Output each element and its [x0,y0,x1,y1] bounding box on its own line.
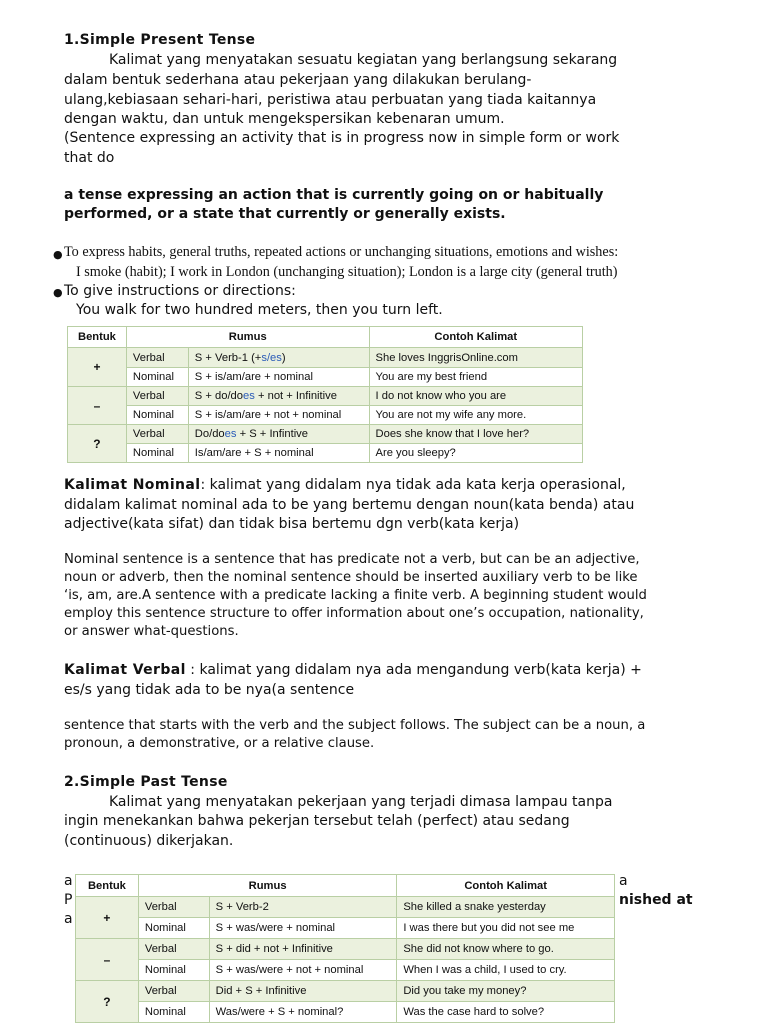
table-row [68,387,583,406]
paragraph-line: or answer what-questions. [64,624,239,639]
paragraph-line: sentence that starts with the verb and the subject follows. The subject can be a noun, a [64,718,646,733]
formula-cell: S + Verb-2 [209,897,397,918]
paragraph-line: es/s yang tidak ada to be nya(a sentence [64,682,355,698]
occluded-text: P [64,892,73,908]
sentence-type: Verbal [138,981,209,1002]
paragraph-line: (continuous) dikerjakan. [64,833,234,849]
example-cell: Are you sleepy? [369,444,582,463]
example-cell: You are my best friend [369,368,582,387]
bullet-icon: ● [53,286,63,299]
formula-cell: Do/does + S + Infintive [188,425,369,444]
table-row [76,939,615,960]
column-header: Rumus [138,875,396,897]
sentence-type: Verbal [138,897,209,918]
bullet-icon: ● [53,248,63,261]
table-row [68,406,583,425]
paragraph-line: pronoun, a demonstrative, or a relative clause. [64,736,375,751]
column-header: Bentuk [76,875,139,897]
paragraph-line: noun or adverb, then the nominal sentence should be inserted auxiliary verb to be like [64,570,638,585]
formula-cell: Was/were + S + nominal? [209,1002,397,1023]
sentence-type: Nominal [126,406,188,425]
example-cell: Was the case hard to solve? [397,1002,615,1023]
form-symbol: + [68,348,127,387]
paragraph-line: Kalimat yang menyatakan pekerjaan yang terjadi dimasa lampau tanpa [109,794,613,810]
paragraph-line: (Sentence expressing an activity that is in progress now in simple form or work [64,130,620,146]
example-cell: She did not know where to go. [397,939,615,960]
bullet-example: You walk for two hundred meters, then you turn left. [76,302,443,318]
paragraph-line: Nominal sentence is a sentence that has predicate not a verb, but can be an adjective, [64,552,640,567]
present-tense-table [67,326,583,463]
example-cell: She loves InggrisOnline.com [369,348,582,368]
occluded-text: a [64,911,73,927]
formula-cell: S + is/am/are + nominal [188,368,369,387]
formula-cell: S + is/am/are + not + nominal [188,406,369,425]
form-symbol: ? [76,981,139,1023]
occluded-text: a [619,873,628,889]
formula-cell: S + was/were + nominal [209,918,397,939]
example-cell: Does she know that I love her? [369,425,582,444]
formula-cell: Did + S + Infinitive [209,981,397,1002]
bullet-text: To give instructions or directions: [64,283,296,299]
column-header: Contoh Kalimat [369,327,582,348]
paragraph-line: dengan waktu, dan untuk mengekspersikan kebenaran umum. [64,111,505,127]
sentence-type: Verbal [126,425,188,444]
term-label: Kalimat Nominal [64,477,201,493]
column-header: Contoh Kalimat [397,875,615,897]
definition-line: performed, or a state that currently or generally exists. [64,206,506,222]
verbal-definition-line: Kalimat Verbal : kalimat yang didalam nya ada mengandung verb(kata kerja) + [64,662,642,678]
table-row [76,1002,615,1023]
paragraph-line: didalam kalimat nominal ada to be yang bertemu dengan noun(kata benda) atau [64,497,635,513]
table-row [76,897,615,918]
past-tense-table [75,874,615,1023]
column-header: Rumus [126,327,369,348]
formula-cell: S + did + not + Infinitive [209,939,397,960]
table-row [68,444,583,463]
sentence-type: Nominal [126,368,188,387]
paragraph-line: ‘is, am, are.A sentence with a predicate lacking a finite verb. A beginning student would [64,588,647,603]
table-row [76,918,615,939]
formula-cell: S + Verb-1 (+s/es) [188,348,369,368]
sentence-type: Verbal [126,387,188,406]
sentence-type: Verbal [138,939,209,960]
form-symbol: – [68,387,127,425]
table-row [76,960,615,981]
sentence-type: Verbal [126,348,188,368]
example-cell: When I was a child, I used to cry. [397,960,615,981]
form-symbol: ? [68,425,127,463]
form-symbol: – [76,939,139,981]
formula-cell: S + was/were + not + nominal [209,960,397,981]
definition-line: a tense expressing an action that is currently going on or habitually [64,187,604,203]
sentence-type: Nominal [126,444,188,463]
nominal-definition-line: Kalimat Nominal: kalimat yang didalam nya tidak ada kata kerja operasional, [64,477,626,493]
table-row [68,425,583,444]
paragraph-line: that do [64,150,115,166]
example-cell: Did you take my money? [397,981,615,1002]
example-cell: You are not my wife any more. [369,406,582,425]
paragraph-line: employ this sentence structure to offer information about one’s occupation, nationality, [64,606,644,621]
bullet-text: To express habits, general truths, repeated actions or unchanging situations, emotions and wishes: [64,244,619,260]
example-cell: She killed a snake yesterday [397,897,615,918]
paragraph-line: dalam bentuk sederhana atau pekerjaan yang dilakukan berulang- [64,72,532,88]
section-heading: 1.Simple Present Tense [64,32,256,48]
column-header: Bentuk [68,327,127,348]
occluded-text: a [64,873,73,889]
form-symbol: + [76,897,139,939]
sentence-type: Nominal [138,1002,209,1023]
formula-cell: S + do/does + not + Infinitive [188,387,369,406]
occluded-text: nished at [619,892,693,908]
formula-cell: Is/am/are + S + nominal [188,444,369,463]
table-row [76,981,615,1002]
section-heading: 2.Simple Past Tense [64,774,228,790]
paragraph-line: adjective(kata sifat) dan tidak bisa bertemu dgn verb(kata kerja) [64,516,520,532]
term-label: Kalimat Verbal [64,662,186,678]
table-row [68,348,583,368]
sentence-type: Nominal [138,960,209,981]
paragraph-line: Kalimat yang menyatakan sesuatu kegiatan yang berlangsung sekarang [109,52,618,68]
example-cell: I was there but you did not see me [397,918,615,939]
sentence-type: Nominal [138,918,209,939]
table-row [68,368,583,387]
bullet-example: I smoke (habit); I work in London (unchanging situation); London is a large city (general truth) [76,264,618,280]
paragraph-line: ulang,kebiasaan sehari-hari, peristiwa atau perbuatan yang tiada kaitannya [64,92,597,108]
example-cell: I do not know who you are [369,387,582,406]
paragraph-line: ingin menekankan bahwa pekerjan tersebut telah (perfect) atau sedang [64,813,570,829]
